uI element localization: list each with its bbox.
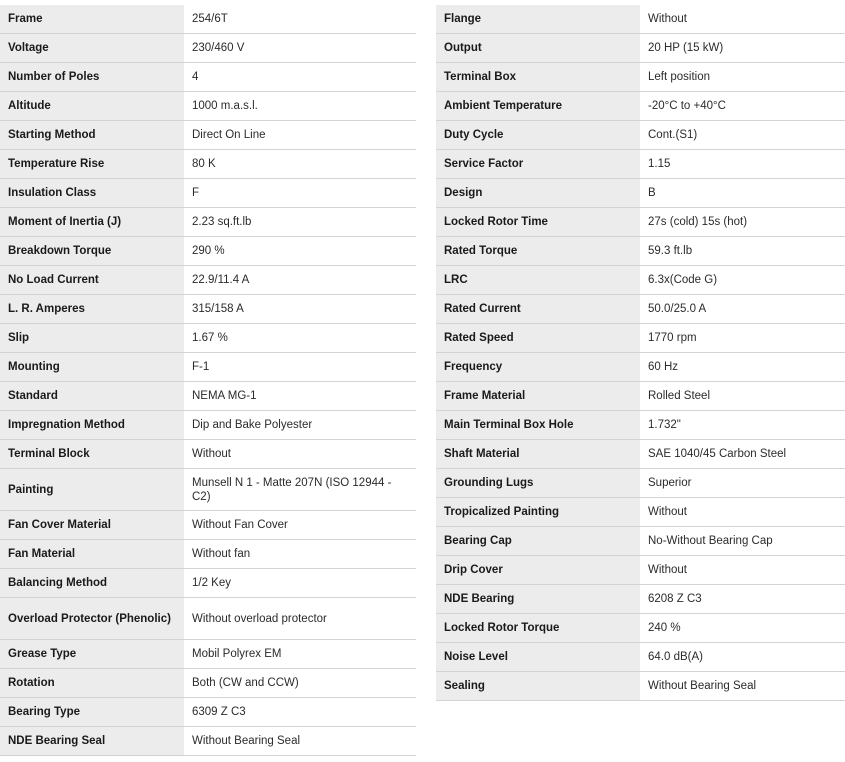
spec-label: Frame — [0, 5, 184, 34]
spec-label: Bearing Cap — [436, 527, 640, 556]
spec-label: Mounting — [0, 353, 184, 382]
spec-row — [0, 382, 416, 411]
spec-label: L. R. Amperes — [0, 295, 184, 324]
spec-row — [0, 63, 416, 92]
spec-value: 315/158 A — [184, 295, 416, 324]
spec-row — [436, 672, 845, 701]
spec-value: 2.23 sq.ft.lb — [184, 208, 416, 237]
spec-row — [0, 411, 416, 440]
spec-label: No Load Current — [0, 266, 184, 295]
spec-row — [436, 556, 845, 585]
spec-row — [436, 498, 845, 527]
spec-label: Temperature Rise — [0, 150, 184, 179]
spec-value: 1000 m.a.s.l. — [184, 92, 416, 121]
spec-label: Grease Type — [0, 640, 184, 669]
spec-label: Service Factor — [436, 150, 640, 179]
spec-value: Without — [640, 556, 845, 585]
spec-row — [436, 411, 845, 440]
spec-label: Sealing — [436, 672, 640, 701]
spec-label: Noise Level — [436, 643, 640, 672]
spec-row — [0, 237, 416, 266]
spec-row — [436, 353, 845, 382]
spec-value: Cont.(S1) — [640, 121, 845, 150]
spec-label: NDE Bearing — [436, 585, 640, 614]
spec-table-right — [436, 5, 845, 701]
spec-value: 60 Hz — [640, 353, 845, 382]
spec-row — [0, 598, 416, 640]
spec-value: Direct On Line — [184, 121, 416, 150]
spec-label: Frequency — [436, 353, 640, 382]
spec-label: Locked Rotor Torque — [436, 614, 640, 643]
spec-label: Main Terminal Box Hole — [436, 411, 640, 440]
spec-value: 1770 rpm — [640, 324, 845, 353]
spec-value: NEMA MG-1 — [184, 382, 416, 411]
spec-row — [436, 585, 845, 614]
spec-value: Both (CW and CCW) — [184, 669, 416, 698]
spec-row — [436, 527, 845, 556]
spec-row — [436, 324, 845, 353]
spec-value: 27s (cold) 15s (hot) — [640, 208, 845, 237]
spec-label: Painting — [0, 469, 184, 511]
spec-label: Rated Current — [436, 295, 640, 324]
spec-value: 4 — [184, 63, 416, 92]
spec-label: Fan Material — [0, 540, 184, 569]
spec-row — [0, 540, 416, 569]
spec-value: 1.67 % — [184, 324, 416, 353]
spec-row — [436, 92, 845, 121]
spec-label: Drip Cover — [436, 556, 640, 585]
spec-row — [0, 727, 416, 756]
spec-value: Without Bearing Seal — [640, 672, 845, 701]
spec-row — [0, 440, 416, 469]
spec-label: Impregnation Method — [0, 411, 184, 440]
spec-row — [436, 237, 845, 266]
spec-label: Terminal Block — [0, 440, 184, 469]
spec-value: Without — [184, 440, 416, 469]
spec-value: 1.15 — [640, 150, 845, 179]
spec-label: Standard — [0, 382, 184, 411]
spec-value: 50.0/25.0 A — [640, 295, 845, 324]
spec-label: Frame Material — [436, 382, 640, 411]
spec-value: Without Bearing Seal — [184, 727, 416, 756]
spec-row — [0, 324, 416, 353]
spec-value: Without overload protector — [184, 598, 416, 640]
spec-label: Bearing Type — [0, 698, 184, 727]
spec-row — [0, 353, 416, 382]
spec-value: 6309 Z C3 — [184, 698, 416, 727]
spec-row — [0, 92, 416, 121]
spec-label: Voltage — [0, 34, 184, 63]
spec-value: Without — [640, 5, 845, 34]
spec-row — [436, 382, 845, 411]
spec-row — [0, 208, 416, 237]
spec-value: -20°C to +40°C — [640, 92, 845, 121]
spec-row — [436, 121, 845, 150]
spec-label: Output — [436, 34, 640, 63]
spec-row — [0, 34, 416, 63]
spec-label: Fan Cover Material — [0, 511, 184, 540]
spec-label: Insulation Class — [0, 179, 184, 208]
spec-value: F-1 — [184, 353, 416, 382]
spec-row — [0, 669, 416, 698]
spec-row — [0, 266, 416, 295]
spec-value: 240 % — [640, 614, 845, 643]
spec-value: B — [640, 179, 845, 208]
spec-value: 20 HP (15 kW) — [640, 34, 845, 63]
spec-label: Ambient Temperature — [436, 92, 640, 121]
spec-row — [0, 121, 416, 150]
spec-label: Overload Protector (Phenolic) — [0, 598, 184, 640]
spec-label: Breakdown Torque — [0, 237, 184, 266]
spec-value: Superior — [640, 469, 845, 498]
spec-row — [0, 295, 416, 324]
spec-value: Left position — [640, 63, 845, 92]
spec-row — [436, 63, 845, 92]
spec-row — [436, 5, 845, 34]
spec-value: Without fan — [184, 540, 416, 569]
spec-label: Terminal Box — [436, 63, 640, 92]
spec-value: 64.0 dB(A) — [640, 643, 845, 672]
spec-label: Grounding Lugs — [436, 469, 640, 498]
spec-value: 22.9/11.4 A — [184, 266, 416, 295]
spec-row — [436, 179, 845, 208]
spec-row — [436, 295, 845, 324]
spec-label: Duty Cycle — [436, 121, 640, 150]
spec-table-left — [0, 5, 416, 756]
spec-row — [0, 698, 416, 727]
spec-row — [0, 469, 416, 511]
spec-value: 1.732" — [640, 411, 845, 440]
spec-label: Rated Speed — [436, 324, 640, 353]
spec-row — [0, 5, 416, 34]
spec-value: No-Without Bearing Cap — [640, 527, 845, 556]
spec-value: SAE 1040/45 Carbon Steel — [640, 440, 845, 469]
spec-value: 1/2 Key — [184, 569, 416, 598]
spec-value: Munsell N 1 - Matte 207N (ISO 12944 - C2) — [184, 469, 416, 511]
spec-row — [0, 150, 416, 179]
spec-row — [436, 208, 845, 237]
spec-label: Slip — [0, 324, 184, 353]
spec-row — [436, 469, 845, 498]
spec-value: 6208 Z C3 — [640, 585, 845, 614]
spec-value: 290 % — [184, 237, 416, 266]
spec-value: F — [184, 179, 416, 208]
spec-label: NDE Bearing Seal — [0, 727, 184, 756]
spec-row — [436, 150, 845, 179]
spec-value: 254/6T — [184, 5, 416, 34]
spec-row — [436, 643, 845, 672]
spec-value: Rolled Steel — [640, 382, 845, 411]
spec-label: Design — [436, 179, 640, 208]
spec-value: 59.3 ft.lb — [640, 237, 845, 266]
spec-label: Moment of Inertia (J) — [0, 208, 184, 237]
spec-row — [436, 266, 845, 295]
spec-label: Altitude — [0, 92, 184, 121]
spec-value: 230/460 V — [184, 34, 416, 63]
spec-value: Mobil Polyrex EM — [184, 640, 416, 669]
spec-value: 6.3x(Code G) — [640, 266, 845, 295]
spec-label: Flange — [436, 5, 640, 34]
spec-label: Locked Rotor Time — [436, 208, 640, 237]
spec-label: Rotation — [0, 669, 184, 698]
spec-row — [436, 440, 845, 469]
spec-value: 80 K — [184, 150, 416, 179]
spec-value: Dip and Bake Polyester — [184, 411, 416, 440]
spec-row — [0, 179, 416, 208]
spec-row — [436, 34, 845, 63]
spec-label: Starting Method — [0, 121, 184, 150]
spec-row — [0, 569, 416, 598]
spec-label: Balancing Method — [0, 569, 184, 598]
spec-label: Number of Poles — [0, 63, 184, 92]
spec-value: Without Fan Cover — [184, 511, 416, 540]
spec-row — [0, 640, 416, 669]
spec-label: Rated Torque — [436, 237, 640, 266]
spec-value: Without — [640, 498, 845, 527]
spec-row — [0, 511, 416, 540]
spec-row — [436, 614, 845, 643]
spec-label: LRC — [436, 266, 640, 295]
spec-label: Tropicalized Painting — [436, 498, 640, 527]
spec-label: Shaft Material — [436, 440, 640, 469]
